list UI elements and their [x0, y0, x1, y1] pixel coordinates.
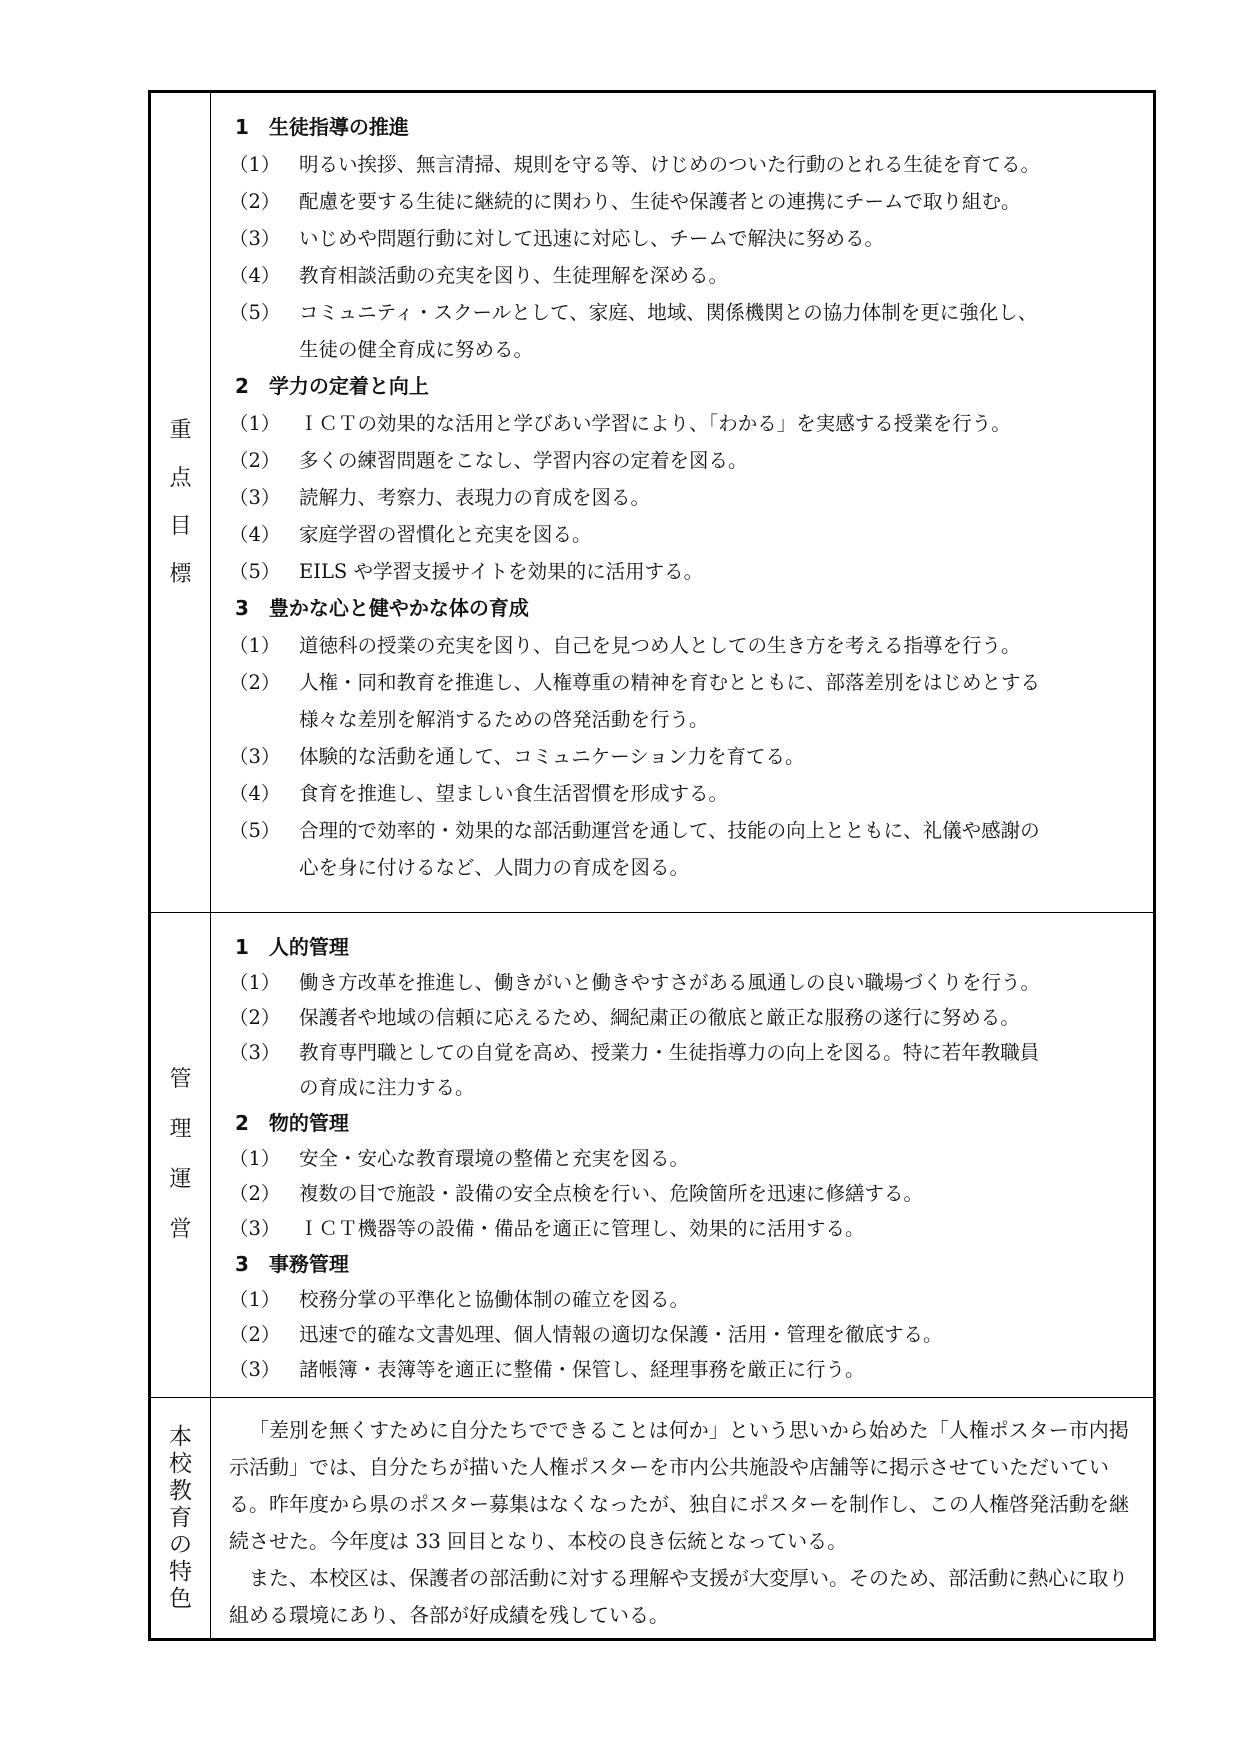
item-continuation: 心を身に付けるなど、人間力の育成を図る。	[299, 856, 690, 879]
label-char: 標	[169, 561, 192, 587]
section-heading: 2 学力の定着と向上	[235, 374, 429, 398]
list-item	[229, 1176, 1143, 1211]
school-features-row	[151, 1398, 1153, 1638]
list-item	[229, 183, 1143, 220]
label-char: 育	[169, 1504, 192, 1531]
section-heading: 2 物的管理	[235, 1111, 349, 1135]
item-number: （2）	[229, 190, 281, 213]
item-text: 体験的な活動を通して、コミュニケーション力を育てる。	[299, 745, 805, 768]
list-item	[229, 479, 1143, 516]
item-number: （5）	[229, 560, 281, 583]
list-item	[229, 1352, 1143, 1387]
priority-goals-label	[151, 93, 211, 912]
list-item	[229, 405, 1143, 442]
item-text: 明るい挨拶、無言清掃、規則を守る等、けじめのついた行動のとれる生徒を育てる。	[299, 153, 1041, 176]
item-text: 複数の目で施設・設備の安全点検を行い、危険箇所を迅速に修繕する。	[299, 1182, 924, 1205]
section-heading: 3 事務管理	[235, 1252, 349, 1276]
list-item	[229, 664, 1143, 701]
priority-goals-row	[151, 93, 1153, 913]
list-item	[229, 1000, 1143, 1035]
label-char: 理	[169, 1117, 192, 1142]
item-number: （3）	[229, 1358, 281, 1381]
list-item	[229, 553, 1143, 590]
item-number: （3）	[229, 1217, 281, 1240]
section-heading: 1 人的管理	[235, 935, 349, 959]
item-number: （1）	[229, 634, 281, 657]
item-continuation: 様々な差別を解消するための啓発活動を行う。	[299, 708, 709, 731]
item-number: （3）	[229, 227, 281, 250]
item-number: （4）	[229, 523, 281, 546]
list-item	[229, 294, 1143, 331]
label-char: 校	[169, 1450, 192, 1477]
item-number: （1）	[229, 1288, 281, 1311]
list-item	[229, 1141, 1143, 1176]
label-char: 点	[169, 465, 192, 491]
management-row	[151, 913, 1153, 1398]
list-item	[229, 965, 1143, 1000]
item-text: 校務分掌の平準化と協働体制の確立を図る。	[299, 1288, 690, 1311]
item-number: （1）	[229, 971, 281, 994]
item-number: （2）	[229, 1182, 281, 1205]
item-text: 多くの練習問題をこなし、学習内容の定着を図る。	[299, 449, 748, 472]
item-text: 働き方改革を推進し、働きがいと働きやすさがある風通しの良い職場づくりを行う。	[299, 971, 1041, 994]
item-number: （2）	[229, 671, 281, 694]
list-item	[229, 1317, 1143, 1352]
list-item	[229, 812, 1143, 849]
item-text: 家庭学習の習慣化と充実を図る。	[299, 523, 592, 546]
item-text: 合理的で効率的・効果的な部活動運営を通して、技能の向上とともに、礼儀や感謝の	[299, 819, 1040, 842]
item-text: 安全・安心な教育環境の整備と充実を図る。	[299, 1147, 690, 1170]
item-text: ＩＣＴ機器等の設備・備品を適正に管理し、効果的に活用する。	[299, 1217, 865, 1240]
label-char: 営	[169, 1217, 192, 1242]
features-paragraph: また、本校区は、保護者の部活動に対する理解や支援が大変厚い。そのため、部活動に熱心に取り組める環境にあり、各部が好成績を残している。	[229, 1566, 1129, 1627]
item-text: 食育を推進し、望ましい食生活習慣を形成する。	[299, 782, 729, 805]
item-number: （3）	[229, 486, 281, 509]
list-item	[229, 738, 1143, 775]
item-number: （2）	[229, 1006, 281, 1029]
list-item	[229, 1035, 1143, 1070]
item-number: （4）	[229, 782, 281, 805]
school-plan-table	[148, 90, 1156, 1641]
label-char: の	[169, 1531, 192, 1558]
item-number: （5）	[229, 819, 281, 842]
item-text: いじめや問題行動に対して迅速に対応し、チームで解決に努める。	[299, 227, 885, 250]
label-char: 重	[169, 417, 192, 443]
list-item	[229, 257, 1143, 294]
label-char: 目	[169, 513, 192, 539]
label-char: 運	[169, 1167, 192, 1192]
item-text: 保護者や地域の信頼に応えるため、綱紀粛正の徹底と厳正な服務の遂行に努める。	[299, 1006, 1020, 1029]
item-text: 人権・同和教育を推進し、人権尊重の精神を育むとともに、部落差別をはじめとする	[299, 671, 1041, 694]
section-heading: 1 生徒指導の推進	[235, 115, 409, 139]
item-number: （5）	[229, 301, 281, 324]
item-number: （1）	[229, 153, 281, 176]
label-char: 本	[169, 1423, 192, 1450]
list-item	[229, 516, 1143, 553]
label-char: 教	[169, 1477, 192, 1504]
label-char: 特	[169, 1558, 192, 1585]
item-number: （1）	[229, 1147, 281, 1170]
item-text: 教育専門職としての自覚を高め、授業力・生徒指導力の向上を図る。特に若年教職員	[299, 1041, 1040, 1064]
list-item	[229, 220, 1143, 257]
item-text: 道徳科の授業の充実を図り、自己を見つめ人としての生き方を考える指導を行う。	[299, 634, 1021, 657]
item-number: （3）	[229, 1041, 281, 1064]
item-number: （1）	[229, 412, 281, 435]
list-item	[229, 627, 1143, 664]
list-item	[229, 442, 1143, 479]
priority-goals-content	[211, 93, 1153, 912]
list-item	[229, 1211, 1143, 1246]
school-features-content	[211, 1398, 1153, 1638]
item-text: ＩＣＴの効果的な活用と学びあい学習により、「わかる」を実感する授業を行う。	[299, 412, 1011, 435]
item-number: （2）	[229, 1323, 281, 1346]
item-continuation: 生徒の健全育成に努める。	[299, 338, 534, 361]
label-char: 管	[169, 1067, 192, 1092]
list-item	[229, 1282, 1143, 1317]
features-paragraph: 「差別を無くすために自分たちでできることは何か」という思いから始めた「人権ポスター市内掲示活動」では、自分たちが描いた人権ポスターを市内公共施設や店舗等に掲示させていただいている。昨年度から県のポスター募集はなくなったが、独自にポスターを制作し、この人権啓発活動を継続させた。今年度は 33 回目となり、本校の良き伝統となっている。	[229, 1418, 1129, 1553]
item-continuation: の育成に注力する。	[299, 1076, 475, 1099]
item-number: （2）	[229, 449, 281, 472]
management-label	[151, 913, 211, 1397]
item-text: 教育相談活動の充実を図り、生徒理解を深める。	[299, 264, 729, 287]
item-text: 迅速で的確な文書処理、個人情報の適切な保護・活用・管理を徹底する。	[299, 1323, 943, 1346]
list-item	[229, 775, 1143, 812]
item-text: 諸帳簿・表簿等を適正に整備・保管し、経理事務を厳正に行う。	[299, 1358, 865, 1381]
school-features-label	[151, 1398, 211, 1638]
label-char: 色	[169, 1585, 192, 1612]
item-text: 配慮を要する生徒に継続的に関わり、生徒や保護者との連携にチームで取り組む。	[299, 190, 1021, 213]
item-text: コミュニティ・スクールとして、家庭、地域、関係機関との協力体制を更に強化し、	[299, 301, 1038, 324]
management-content	[211, 913, 1153, 1397]
item-text: EILS や学習支援サイトを効果的に活用する。	[299, 560, 704, 583]
item-text: 読解力、考察力、表現力の育成を図る。	[299, 486, 651, 509]
section-heading: 3 豊かな心と健やかな体の育成	[235, 596, 529, 620]
list-item	[229, 146, 1143, 183]
item-number: （3）	[229, 745, 281, 768]
item-number: （4）	[229, 264, 281, 287]
